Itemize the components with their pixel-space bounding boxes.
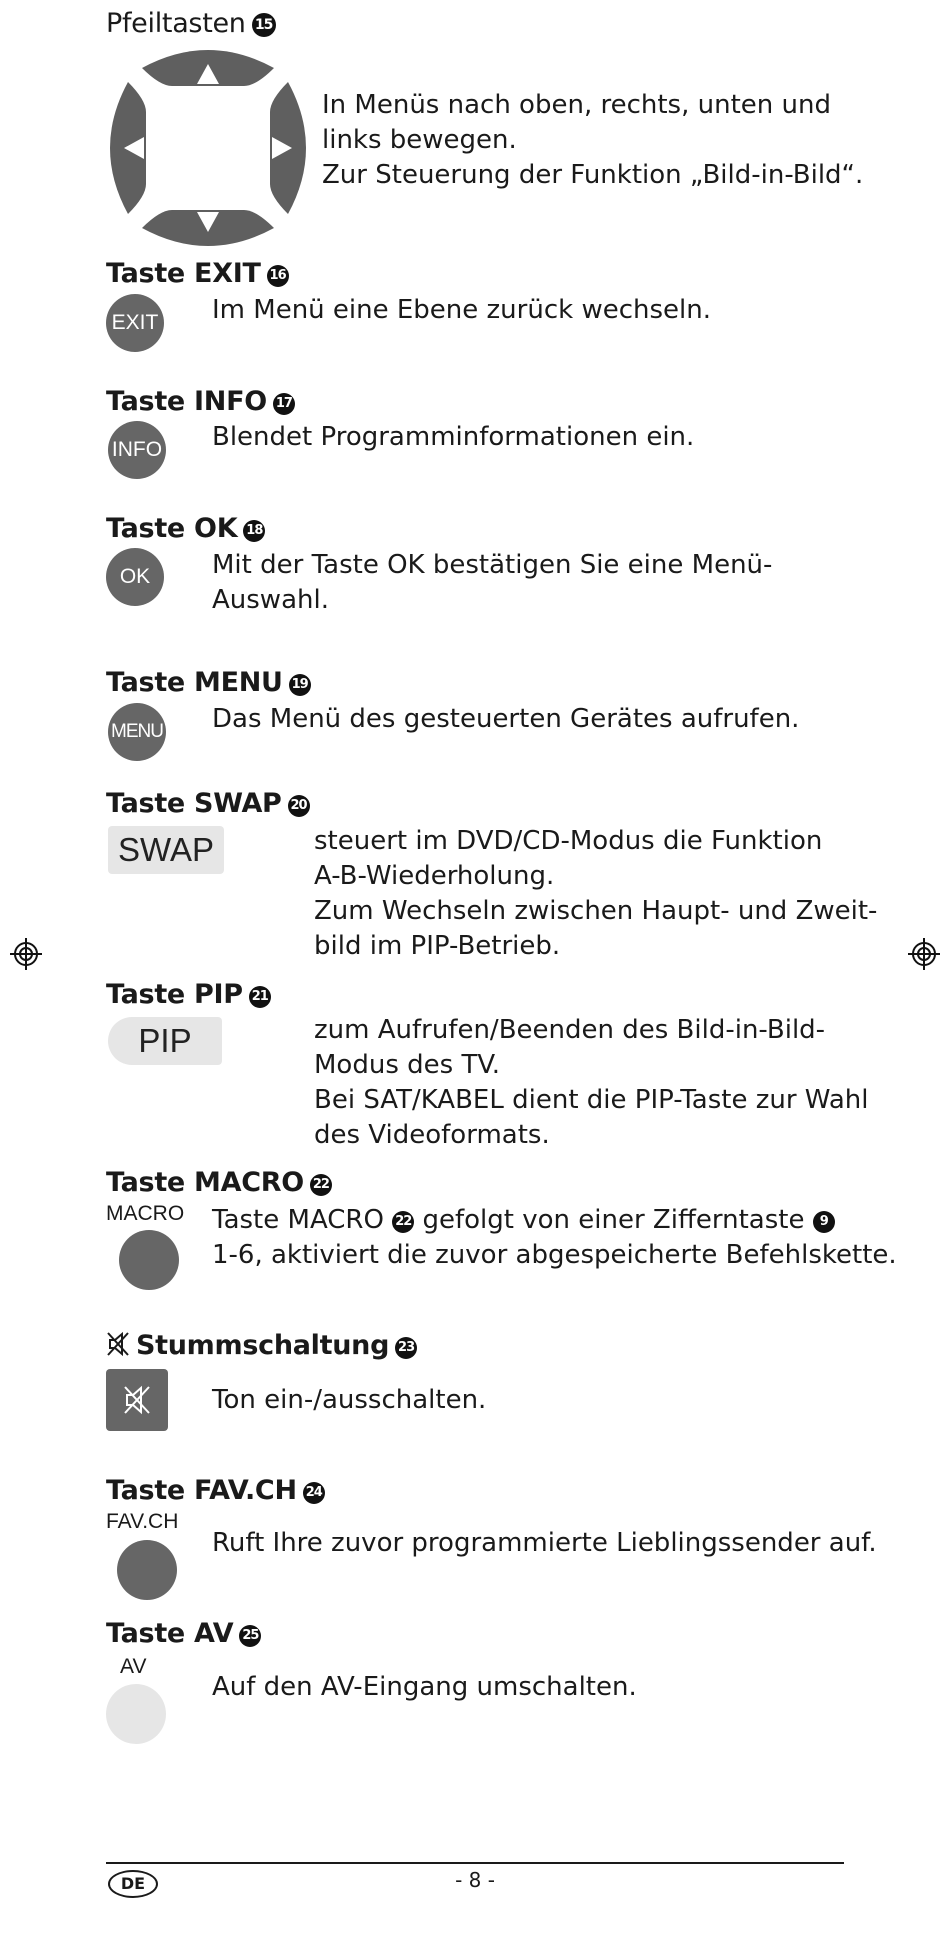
exit-number: 16	[267, 265, 289, 287]
page-number: - 8 -	[455, 1868, 495, 1892]
info-title: Taste INFO	[106, 386, 267, 417]
swap-title: Taste SWAP	[106, 788, 282, 819]
macro-description	[212, 1203, 897, 1273]
desc-line: bild im PIP-Betrieb.	[314, 931, 561, 961]
ok-title: Taste OK	[106, 513, 238, 544]
section-title-menu	[106, 667, 311, 698]
section-title-av	[106, 1618, 261, 1649]
desc-line: In Menüs nach oben, rechts, unten und	[322, 90, 831, 120]
arrows-number: 15	[252, 13, 276, 37]
section-title-pip	[106, 979, 271, 1010]
desc-line: des Videoformats.	[314, 1120, 550, 1150]
menu-description	[212, 702, 799, 737]
desc-line: Ton ein-/ausschalten.	[212, 1385, 487, 1415]
macro-ref-number: 22	[392, 1211, 414, 1233]
swap-number: 20	[288, 795, 310, 817]
section-title-macro	[106, 1167, 332, 1198]
macro-title: Taste MACRO	[106, 1167, 304, 1198]
ok-description	[212, 548, 772, 618]
macro-button-label: MACRO	[106, 1202, 185, 1225]
menu-button[interactable]: MENU	[108, 703, 166, 761]
favch-number: 24	[303, 1482, 325, 1504]
digit-ref-number: 9	[813, 1211, 835, 1233]
section-title-ok	[106, 513, 265, 544]
desc-line: Modus des TV.	[314, 1050, 501, 1080]
language-badge: DE	[108, 1870, 158, 1898]
av-title: Taste AV	[106, 1618, 234, 1649]
desc-line: zum Aufrufen/Beenden des Bild-in-Bild-	[314, 1015, 826, 1045]
desc-line: Auf den AV-Eingang umschalten.	[212, 1672, 637, 1702]
desc-line: steuert im DVD/CD-Modus die Funktion	[314, 826, 823, 856]
desc-line	[212, 1203, 897, 1238]
av-button-label: AV	[120, 1655, 147, 1678]
section-title-exit	[106, 258, 289, 289]
av-button[interactable]	[106, 1684, 166, 1744]
ok-number: 18	[243, 520, 265, 542]
section-title-favch	[106, 1475, 325, 1506]
favch-title: Taste FAV.CH	[106, 1475, 297, 1506]
pip-title: Taste PIP	[106, 979, 243, 1010]
exit-button[interactable]: EXIT	[106, 294, 164, 352]
arrows-description	[322, 88, 863, 193]
exit-title: Taste EXIT	[106, 258, 261, 289]
section-title-info	[106, 386, 295, 417]
av-number: 25	[239, 1625, 261, 1647]
desc-text: Taste MACRO	[212, 1205, 384, 1235]
desc-line: 1-6, aktiviert die zuvor abgespeicherte Befehlskette.	[212, 1240, 897, 1270]
desc-line: links bewegen.	[322, 125, 517, 155]
desc-line: Bei SAT/KABEL dient die PIP-Taste zur Wahl	[314, 1085, 869, 1115]
desc-line: A-B-Wiederholung.	[314, 861, 555, 891]
desc-line: Blendet Programminformationen ein.	[212, 422, 695, 452]
pip-description	[314, 1013, 868, 1153]
mute-button-icon	[106, 1369, 168, 1431]
favch-description	[212, 1526, 877, 1561]
desc-line: Das Menü des gesteuerten Gerätes aufrufen.	[212, 704, 800, 734]
swap-button[interactable]: SWAP	[108, 826, 224, 874]
macro-number: 22	[310, 1174, 332, 1196]
desc-line: Mit der Taste OK bestätigen Sie eine Menü-	[212, 550, 773, 580]
desc-line: Ruft Ihre zuvor programmierte Lieblingssender auf.	[212, 1528, 877, 1558]
info-number: 17	[273, 393, 295, 415]
section-title-mute	[106, 1330, 417, 1361]
desc-line: Zum Wechseln zwischen Haupt- und Zweit-	[314, 896, 878, 926]
footer-rule	[106, 1862, 844, 1864]
desc-line: Zur Steuerung der Funktion „Bild-in-Bild“.	[322, 160, 864, 190]
exit-description	[212, 293, 711, 328]
section-title-arrows	[106, 8, 276, 39]
registration-mark-icon	[908, 938, 940, 970]
mute-description	[212, 1383, 486, 1418]
macro-button[interactable]	[119, 1230, 179, 1290]
arrows-title: Pfeiltasten	[106, 8, 246, 39]
pip-number: 21	[249, 986, 271, 1008]
desc-line: Im Menü eine Ebene zurück wechseln.	[212, 295, 711, 325]
dpad-icon[interactable]	[106, 46, 310, 250]
mute-button[interactable]	[106, 1369, 168, 1431]
favch-button-label: FAV.CH	[106, 1510, 179, 1533]
menu-number: 19	[289, 674, 311, 696]
mute-icon	[106, 1331, 130, 1357]
pip-button[interactable]: PIP	[108, 1017, 222, 1065]
mute-title: Stummschaltung	[136, 1330, 390, 1361]
info-button[interactable]: INFO	[108, 421, 166, 479]
menu-title: Taste MENU	[106, 667, 283, 698]
av-description	[212, 1670, 637, 1705]
info-description	[212, 420, 694, 455]
favch-button[interactable]	[117, 1540, 177, 1600]
ok-button[interactable]: OK	[106, 548, 164, 606]
mute-number: 23	[395, 1337, 417, 1359]
section-title-swap	[106, 788, 310, 819]
desc-line: Auswahl.	[212, 585, 329, 615]
registration-mark-icon	[10, 938, 42, 970]
swap-description	[314, 824, 877, 964]
desc-text: gefolgt von einer Zifferntaste	[422, 1205, 805, 1235]
